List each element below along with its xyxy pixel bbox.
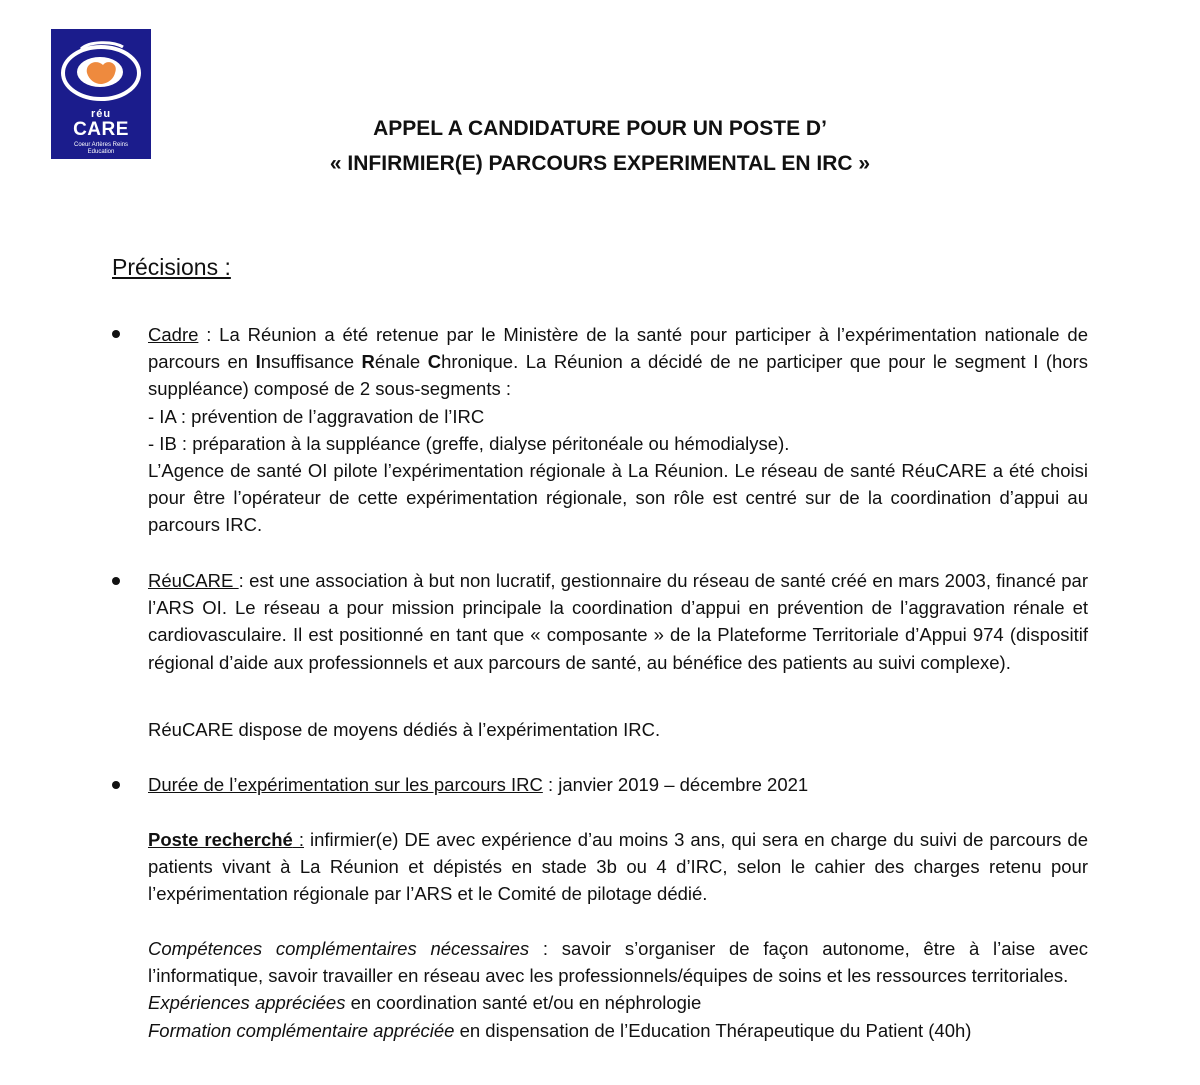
reucare-section (148, 567, 1088, 676)
document-title-line1: APPEL A CANDIDATURE POUR UN POSTE D’ (373, 117, 827, 140)
competences-paragraph: Compétences complémentaires nécessaires : savoir s’organiser de façon autonome, être à l’aise avec l’informatique, savoir travailler en réseau avec les professionnels/équipes de soins et les ressources territoriales. (148, 938, 1088, 987)
cadre-ia: - IA : prévention de l’aggravation de l’IRC (148, 405, 485, 427)
cadre-section (148, 321, 1088, 539)
duree-label: Durée de l’expérimentation sur les parcours IRC (148, 774, 543, 795)
document-title-line2: « INFIRMIER(E) PARCOURS EXPERIMENTAL EN IRC » (329, 152, 871, 175)
bullet-icon (112, 330, 120, 338)
logo-small-text: réu (90, 108, 112, 120)
logo-brand: CARE (73, 119, 129, 140)
bullet-icon (112, 577, 120, 585)
formation-paragraph: Formation complémentaire appréciée en dispensation de l’Education Thérapeutique du Patient (40h) (148, 1019, 972, 1041)
reucare-label: RéuCARE (148, 570, 239, 591)
kidney-heart-icon (51, 29, 151, 109)
section-heading: Précisions : (112, 254, 231, 280)
reucare-paragraph: RéuCARE : est une association à but non lucratif, gestionnaire du réseau de santé créé en mars 2003, financé par l’ARS OI. Le réseau a pour mission principale la coordination d’appui en prévention de l’aggravation rénale et cardiovasculaire. Il est positionné en tant que « composante » de la Plateforme Territoriale d’Appui 974 (dispositif régional d’aide aux professionnels et aux parcours de santé, au bénéfice des patients au suivi complexe). (148, 570, 1088, 673)
competences-section (148, 935, 1088, 1044)
experiences-label: Expériences appréciées (148, 992, 346, 1014)
bullet-icon (112, 781, 120, 789)
cadre-agence-paragraph: L’Agence de santé OI pilote l’expérimentation régionale à La Réunion. Le réseau de santé RéuCARE a été choisi pour être l’opérateur de cette expérimentation régionale, son rôle est centré sur de la coordination d’appui au parcours IRC. (148, 460, 1088, 536)
duree-value: : janvier 2019 – décembre 2021 (542, 774, 809, 795)
poste-section: Poste recherché : infirmier(e) DE avec expérience d’au moins 3 ans, qui sera en charge du suivi de parcours de patients vivant à La Réunion et dépistés en stade 3b ou 4 d’IRC, selon le cahier des charges retenu pour l’expérimentation régionale par l’ARS et le Comité de pilotage dédié. (148, 829, 1089, 905)
logo-tagline: Coeur Artères Reins Education (73, 142, 129, 155)
competences-label: Compétences complémentaires nécessaires (148, 938, 530, 959)
poste-label: Poste recherché (148, 829, 293, 850)
duree-section (148, 771, 1088, 798)
cadre-label: Cadre (148, 324, 199, 345)
formation-label: Formation complémentaire appréciée (148, 1019, 455, 1041)
experiences-paragraph: Expériences appréciées en coordination santé et/ou en néphrologie (148, 992, 702, 1014)
cadre-ib: - IB : préparation à la suppléance (greffe, dialyse péritonéale ou hémodialyse). (148, 432, 790, 454)
cadre-paragraph: Cadre : La Réunion a été retenue par le Ministère de la santé pour participer à l’expérimentation nationale de parcours en Insuffisance Rénale Chronique. La Réunion a décidé de ne participer que pour le segment I (hors suppléance) composé de 2 sous-segments : (148, 324, 1089, 400)
reucare-means: RéuCARE dispose de moyens dédiés à l’expérimentation IRC. (148, 719, 661, 740)
